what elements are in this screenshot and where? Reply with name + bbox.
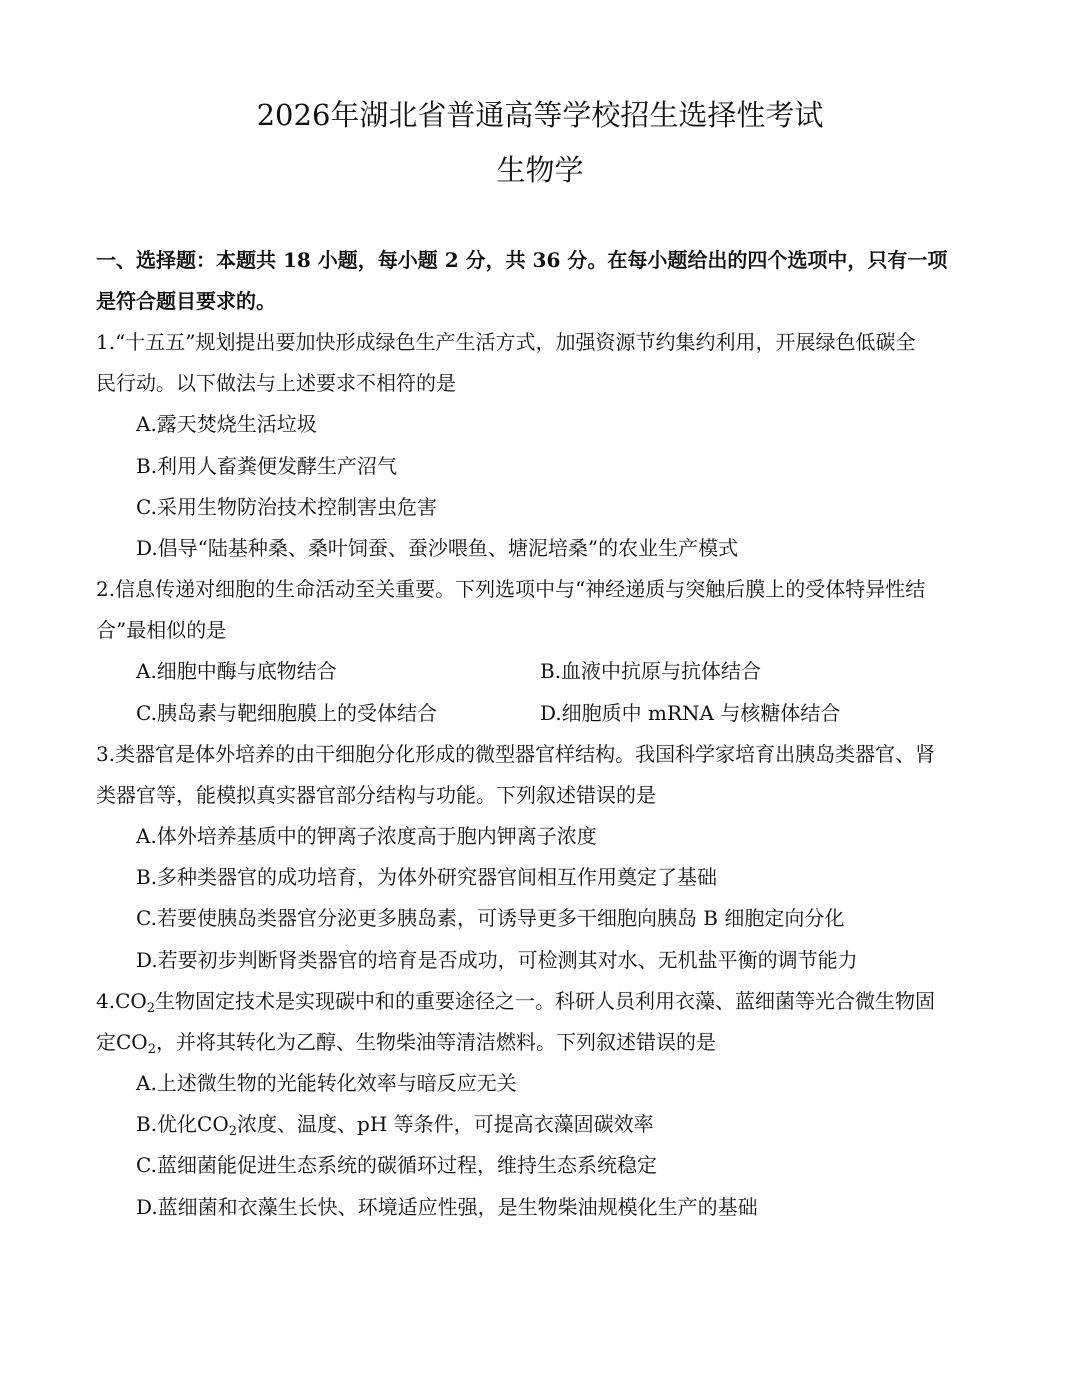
q3-option-b: B.多种类器官的成功培育，为体外研究器官间相互作用奠定了基础 [136,865,718,889]
q1-option-b: B.利用人畜粪便发酵生产沼气 [136,454,398,478]
q1-option-c: C.采用生物防治技术控制害虫危害 [136,495,437,519]
section-instructions-line2: 是符合题目要求的。 [96,289,276,313]
q4-stem-line1 [96,987,935,1015]
q3-option-d: D.若要初步判断肾类器官的培育是否成功，可检测其对水、无机盐平衡的调节能力 [136,948,858,972]
q4-option-b-sub: 2 [228,1124,238,1139]
q3-option-c: C.若要使胰岛类器官分泌更多胰岛素，可诱导更多干细胞向胰岛 B 细胞定向分化 [136,906,845,930]
q4-stem-line1-prefix: 4.CO [96,989,147,1013]
q4-stem-line1-rest: 生物固定技术是实现碳中和的重要途径之一。科研人员利用衣藻、蓝细菌等光合微生物固 [155,989,936,1013]
q2-option-c: C.胰岛素与靶细胞膜上的受体结合 [136,701,437,725]
q4-stem-line2 [96,1028,716,1056]
section-instructions-line1: 一、选择题：本题共 18 小题，每小题 2 分，共 36 分。在每小题给出的四个选项中，只有一项 [96,248,948,272]
q3-stem-line1: 3.类器官是体外培养的由干细胞分化形成的微型器官样结构。我国科学家培育出胰岛类器官、肾 [96,742,936,766]
q4-stem-line2-rest: ，并将其转化为乙醇、生物柴油等清洁燃料。下列叙述错误的是 [155,1030,716,1054]
q4-option-a: A.上述微生物的光能转化效率与暗反应无关 [136,1071,517,1095]
q3-option-a: A.体外培养基质中的钾离子浓度高于胞内钾离子浓度 [136,824,597,848]
q3-stem-line2: 类器官等，能模拟真实器官部分结构与功能。下列叙述错误的是 [96,783,656,807]
q2-stem-line2: 合”最相似的是 [96,618,227,642]
q2-option-a: A.细胞中酶与底物结合 [136,659,337,683]
q4-option-b [136,1110,654,1138]
q4-option-b-rest: 浓度、温度、pH 等条件，可提高衣藻固碳效率 [237,1112,654,1136]
q4-stem-line1-sub: 2 [146,1001,156,1016]
subject-title: 生物学 [496,153,584,187]
q1-option-a: A.露天焚烧生活垃圾 [136,412,317,436]
q1-option-d: D.倡导“陆基种桑、桑叶饲蚕、蚕沙喂鱼、塘泥培桑”的农业生产模式 [136,536,739,560]
q2-option-d: D.细胞质中 mRNA 与核糖体结合 [540,701,841,725]
q4-stem-line2-prefix: 定CO [96,1030,148,1054]
q1-stem-line1: 1.“十五五”规划提出要加快形成绿色生产生活方式，加强资源节约集约利用，开展绿色低碳全 [96,330,916,354]
q2-option-b: B.血液中抗原与抗体结合 [540,659,762,683]
q4-option-b-prefix: B.优化CO [136,1112,229,1136]
q4-stem-line2-sub: 2 [147,1042,156,1057]
q2-stem-line1: 2.信息传递对细胞的生命活动至关重要。下列选项中与“神经递质与突触后膜上的受体特异性结 [96,577,926,601]
q1-stem-line2: 民行动。以下做法与上述要求不相符的是 [96,371,456,395]
q4-option-d: D.蓝细菌和衣藻生长快、环境适应性强，是生物柴油规模化生产的基础 [136,1195,758,1219]
exam-title: 2026年湖北省普通高等学校招生选择性考试 [256,98,824,132]
q4-option-c: C.蓝细菌能促进生态系统的碳循环过程，维持生态系统稳定 [136,1153,657,1177]
